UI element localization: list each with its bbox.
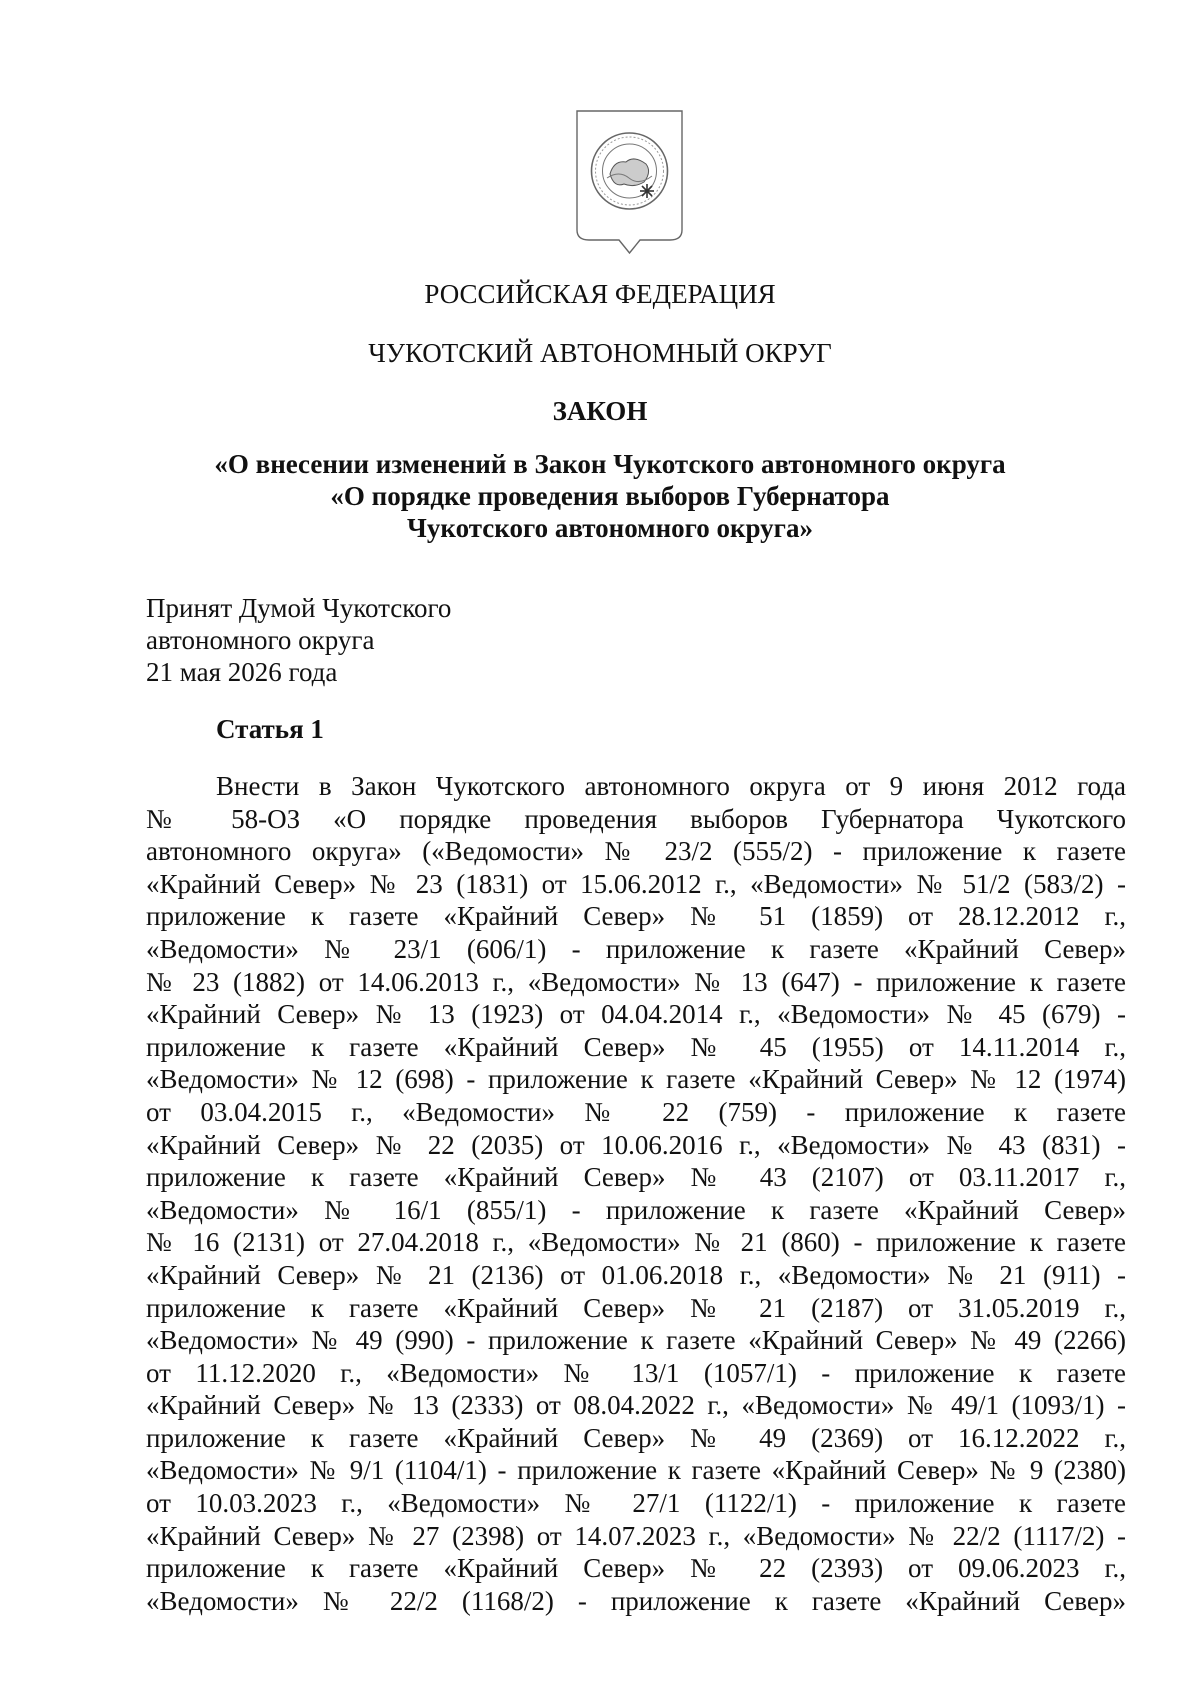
article-text-line: от 11.12.2020 г., «Ведомости» № 13/1 (1057/1) - приложение к газете bbox=[146, 1357, 1126, 1388]
article-text-line: приложение к газете «Крайний Север» № 43 (2107) от 03.11.2017 г., bbox=[146, 1162, 1126, 1193]
adoption-date: 21 мая 2026 года bbox=[146, 657, 338, 687]
article-text-line: «Ведомости» № 16/1 (855/1) - приложение к газете «Крайний Север» bbox=[146, 1194, 1126, 1225]
article-text-line: от 10.03.2023 г., «Ведомости» № 27/1 (1122/1) - приложение к газете bbox=[146, 1488, 1126, 1519]
region-heading: ЧУКОТСКИЙ АВТОНОМНЫЙ ОКРУГ bbox=[368, 338, 832, 368]
country-heading: РОССИЙСКАЯ ФЕДЕРАЦИЯ bbox=[424, 279, 776, 309]
law-title-line: «О внесении изменений в Закон Чукотского автономного округа bbox=[214, 449, 1006, 479]
article-text-line: «Крайний Север» № 13 (1923) от 04.04.2014 г., «Ведомости» № 45 (679) - bbox=[146, 999, 1126, 1030]
adoption-line: автономного округа bbox=[146, 625, 375, 655]
article-text-line: «Ведомости» № 9/1 (1104/1) - приложение к газете «Крайний Север» № 9 (2380) bbox=[146, 1455, 1126, 1486]
article-text-line: «Крайний Север» № 23 (1831) от 15.06.2012 г., «Ведомости» № 51/2 (583/2) - bbox=[146, 868, 1126, 899]
article-text-line: приложение к газете «Крайний Север» № 49 (2369) от 16.12.2022 г., bbox=[146, 1422, 1126, 1453]
article-text-line: «Крайний Север» № 21 (2136) от 01.06.2018 г., «Ведомости» № 21 (911) - bbox=[146, 1259, 1126, 1290]
law-title-line: Чукотского автономного округа» bbox=[407, 513, 813, 543]
article-text-line: «Ведомости» № 49 (990) - приложение к газете «Крайний Север» № 49 (2266) bbox=[146, 1325, 1126, 1356]
document-type-heading: ЗАКОН bbox=[552, 396, 648, 426]
article-text-line: Внести в Закон Чукотского автономного округа от 9 июня 2012 года bbox=[216, 771, 1126, 801]
article-text-line: «Крайний Север» № 27 (2398) от 14.07.2023 г., «Ведомости» № 22/2 (1117/2) - bbox=[146, 1520, 1126, 1551]
article-body bbox=[146, 770, 1126, 1617]
coat-of-arms-emblem bbox=[574, 108, 685, 256]
article-text-line: автономного округа» («Ведомости» № 23/2 (555/2) - приложение к газете bbox=[146, 836, 1126, 867]
article-text-line: приложение к газете «Крайний Север» № 51 (1859) от 28.12.2012 г., bbox=[146, 901, 1126, 932]
adoption-line: Принят Думой Чукотского bbox=[146, 593, 452, 623]
law-title bbox=[150, 448, 1070, 544]
article-text-line: № 23 (1882) от 14.06.2013 г., «Ведомости» № 13 (647) - приложение к газете bbox=[146, 966, 1126, 997]
law-title-line: «О порядке проведения выборов Губернатора bbox=[330, 481, 890, 511]
article-text-line: от 03.04.2015 г., «Ведомости» № 22 (759) - приложение к газете bbox=[146, 1096, 1126, 1127]
adoption-note bbox=[146, 592, 451, 688]
article-text-line: приложение к газете «Крайний Север» № 45 (1955) от 14.11.2014 г., bbox=[146, 1031, 1126, 1062]
article-text-line: № 16 (2131) от 27.04.2018 г., «Ведомости» № 21 (860) - приложение к газете bbox=[146, 1227, 1126, 1258]
article-text-line: № 58-ОЗ «О порядке проведения выборов Губернатора Чукотского bbox=[146, 803, 1126, 834]
article-text-line: «Крайний Север» № 22 (2035) от 10.06.2016 г., «Ведомости» № 43 (831) - bbox=[146, 1129, 1126, 1160]
article-text-line: «Ведомости» № 23/1 (606/1) - приложение к газете «Крайний Север» bbox=[146, 933, 1126, 964]
article-heading: Статья 1 bbox=[216, 714, 324, 744]
article-text-line: приложение к газете «Крайний Север» № 22 (2393) от 09.06.2023 г., bbox=[146, 1553, 1126, 1584]
article-text-line: «Ведомости» № 12 (698) - приложение к газете «Крайний Север» № 12 (1974) bbox=[146, 1064, 1126, 1095]
article-text-line: «Ведомости» № 22/2 (1168/2) - приложение к газете «Крайний Север» bbox=[146, 1585, 1126, 1616]
article-text-line: приложение к газете «Крайний Север» № 21 (2187) от 31.05.2019 г., bbox=[146, 1292, 1126, 1323]
article-text-line: «Крайний Север» № 13 (2333) от 08.04.2022 г., «Ведомости» № 49/1 (1093/1) - bbox=[146, 1390, 1126, 1421]
